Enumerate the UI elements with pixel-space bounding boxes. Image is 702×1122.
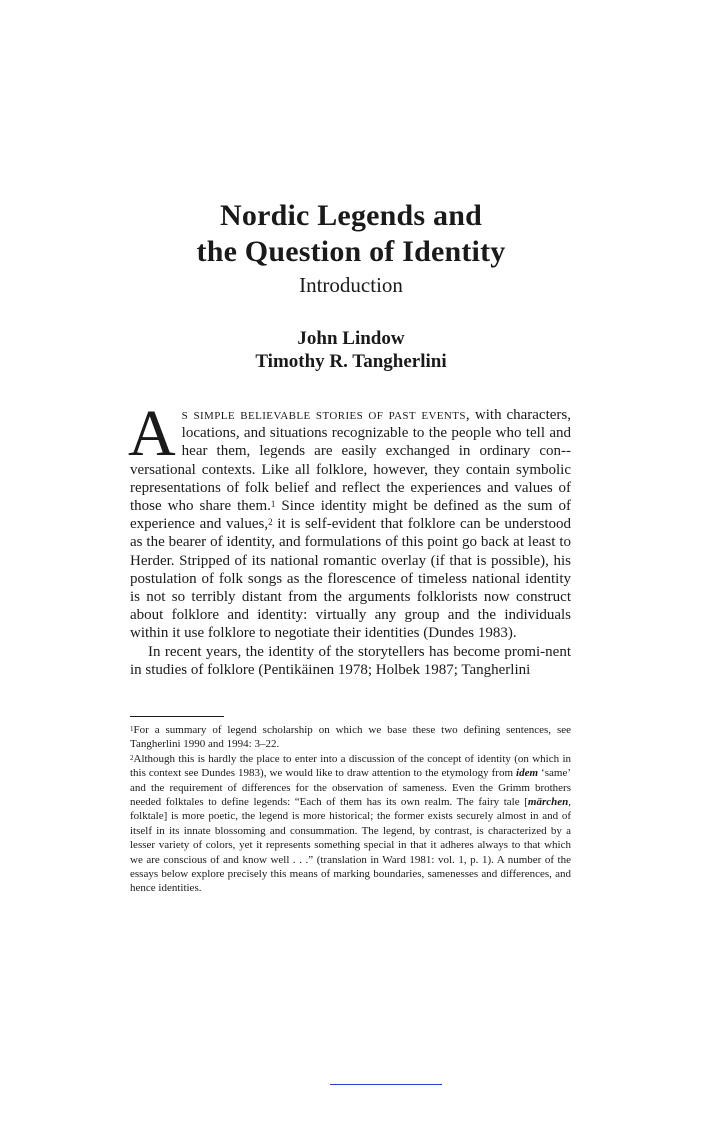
footnote-marker-1[interactable]: 1: [270, 499, 276, 510]
author-name: Timothy R. Tangherlini: [255, 351, 447, 372]
paragraph-text: with characters, locations, and situations recognizable to the people who tell and hear them, legends are easily exchanged in ordinary con-versational contexts. Like all folklore, however, they contain symbolic representations of folk belief and reflect the experiences and values of those who share them.: [130, 407, 571, 515]
body-paragraph-1: [128, 397, 571, 643]
title-block: [0, 198, 702, 298]
article-title-line-2: the Question of Identity: [196, 235, 506, 268]
opening-small-caps: s simple believable stories of past events,: [181, 407, 471, 423]
drop-cap: A: [128, 397, 176, 470]
footnote-text: ‘same’ and the requirement of differences for the observation of sameness. Even the Grimm brothers needed folktales to define legends: “Each of them has its own realm. The fairy tale [: [130, 767, 571, 809]
footnote-text: For a summary of legend scholarship on which we base these two defining sentences, see Tangherlini 1990 and 1994: 3–22.: [130, 724, 571, 751]
article-subtitle: Introduction: [299, 273, 403, 297]
footnote-term-marchen: märchen: [527, 796, 569, 809]
footnote-text: Although this is hardly the place to enter into a discussion of the concept of identity (on which in this context see Dundes 1983), we would like to draw attention to the etymology from: [130, 752, 571, 780]
footnote-term-idem: idem: [516, 767, 539, 780]
footnote-separator: [130, 716, 224, 717]
footnote-text: , folktale] is more poetic, the legend is more historical; the former exists securely almost in and of itself in its innate blossoming and consummation. The legend, by contrast, is characterized by a lesser variety of colors, yet it represents something special in that it adheres always to that which we are conscious of and know well . . .” (translation in Ward 1981: vol. 1, p. 1). A number of the essays below explore precisely this means of marking boundaries, samenesses and differences, and hence identities.: [130, 796, 571, 895]
body-paragraph-2: In recent years, the identity of the storytellers has become promi-nent in studies of folklore (Pentikäinen 1978; Holbek 1987; Tangherlini: [130, 643, 571, 678]
paragraph-text: Since identity might be defined as the sum of experience and values,: [130, 498, 571, 533]
footnote-2: [130, 752, 571, 896]
body-text: [128, 397, 571, 679]
article-title-line-1: Nordic Legends and: [220, 199, 482, 232]
author-list: [0, 327, 702, 373]
footnote-1: [130, 723, 571, 752]
paragraph-text: it is self-evident that folklore can be understood as the bearer of identity, and formulations of this point go back at least to Herder. Stripped of its national romantic overlay (if that is possible), his postulation of folk songs as the florescence of timeless national identity is not so terribly distant from the arguments folklorists now construct about folklore and identity: virtually any group and the individuals within it use folklore to negotiate their identities (Dundes 1983).: [130, 516, 571, 642]
footnotes: [130, 723, 571, 896]
footnote-number: 2: [130, 753, 134, 762]
author-name: John Lindow: [297, 328, 405, 349]
footnote-number: 1: [130, 725, 134, 733]
footnote-marker-2[interactable]: 2: [268, 517, 273, 528]
page-bottom-rule: [330, 1084, 442, 1085]
